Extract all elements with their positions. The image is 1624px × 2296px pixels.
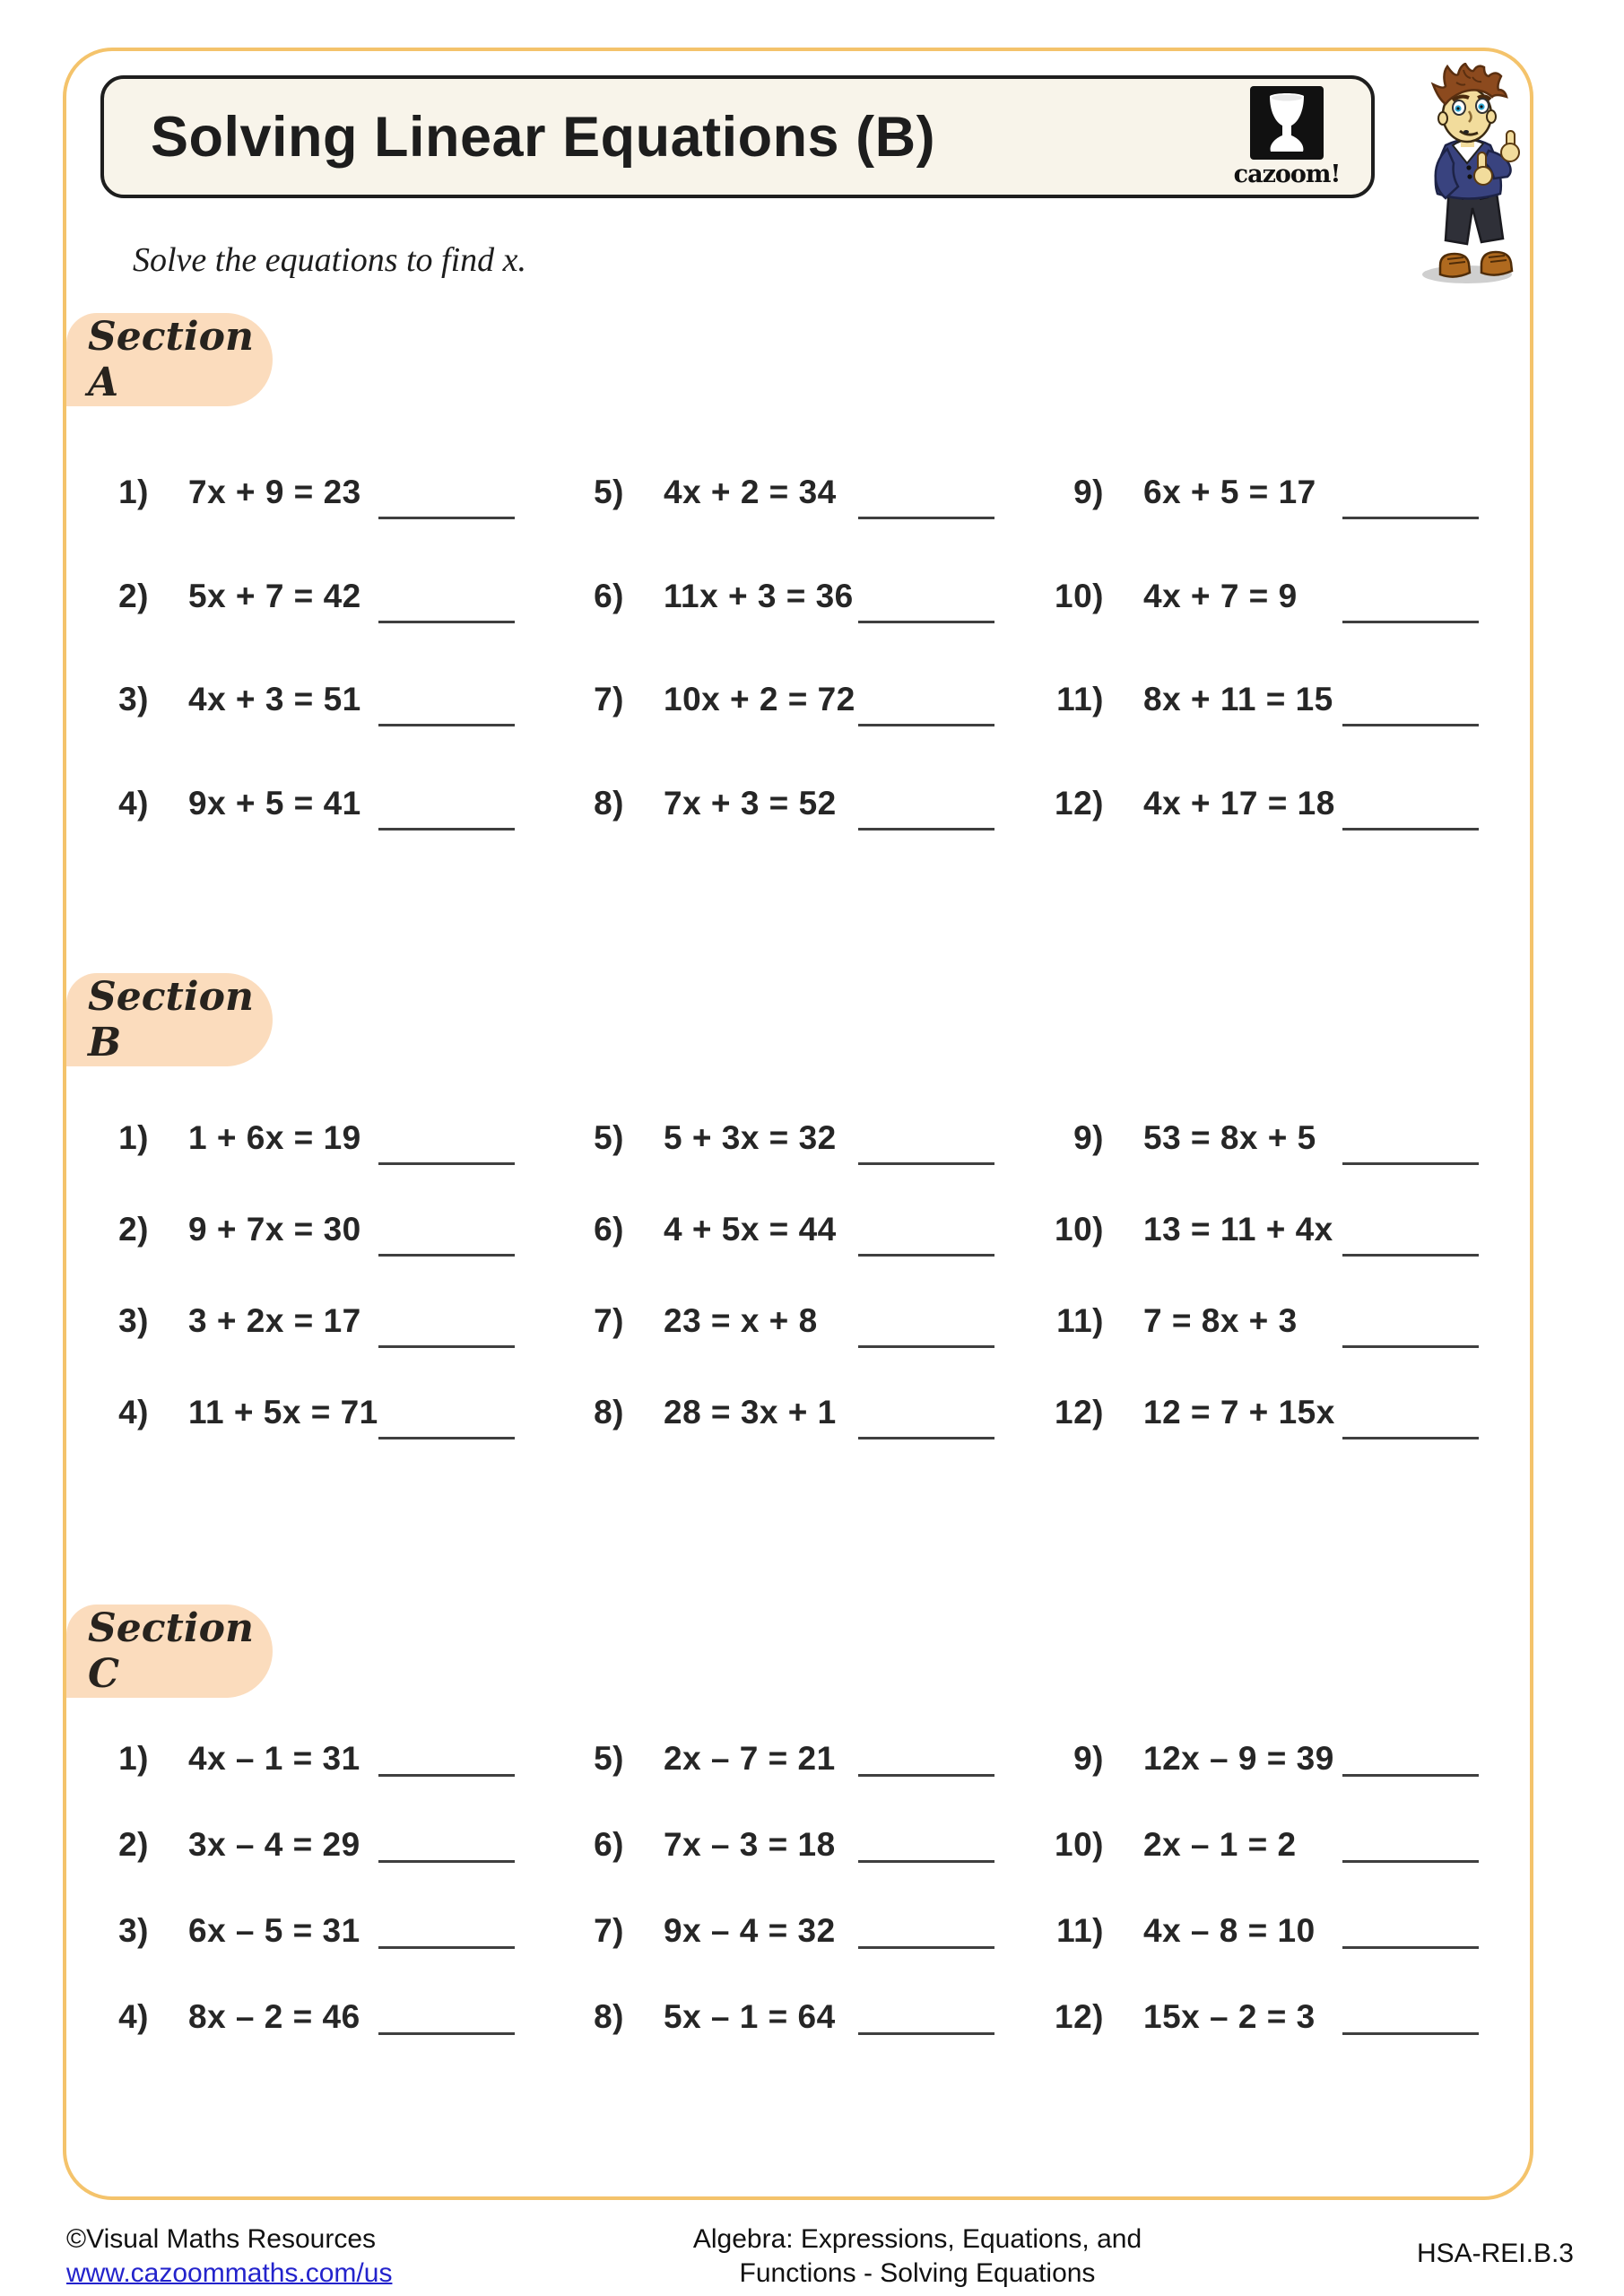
problem-item	[567, 1200, 1020, 1292]
problem-equation: 15x – 2 = 3	[1143, 1998, 1316, 2035]
problem-item	[91, 774, 540, 878]
problem-number: 11)	[1056, 1302, 1104, 1339]
answer-blank[interactable]	[1342, 1860, 1479, 1863]
answer-blank[interactable]	[1342, 1437, 1479, 1439]
problem-equation: 4x + 2 = 34	[664, 474, 837, 510]
problem-equation: 1 + 6x = 19	[188, 1119, 361, 1156]
problem-number: 11)	[1056, 681, 1104, 718]
problem-equation: 11 + 5x = 71	[188, 1394, 378, 1431]
copyright-text: ©Visual Maths Resources	[66, 2224, 377, 2254]
answer-blank[interactable]	[858, 1345, 994, 1348]
problem-equation: 23 = x + 8	[664, 1302, 818, 1339]
answer-blank[interactable]	[858, 621, 994, 623]
answer-blank[interactable]	[378, 2032, 515, 2035]
problem-item	[1046, 670, 1504, 774]
section-c-badge	[66, 1605, 273, 1698]
answer-blank[interactable]	[1342, 517, 1479, 519]
problem-item	[1046, 1729, 1504, 1815]
answer-blank[interactable]	[858, 1437, 994, 1439]
answer-blank[interactable]	[1342, 1162, 1479, 1165]
footer-topic	[583, 2222, 1252, 2291]
answer-blank[interactable]	[378, 1345, 515, 1348]
problem-item	[567, 1815, 1020, 1901]
problem-number: 9)	[1073, 1119, 1104, 1156]
problem-item	[1046, 1292, 1504, 1383]
problem-equation: 13 = 11 + 4x	[1143, 1211, 1333, 1248]
problem-number: 9)	[1073, 474, 1104, 510]
problem-item	[1046, 1987, 1504, 2074]
problem-item	[1046, 1901, 1504, 1987]
instruction-text: Solve the equations to find x.	[133, 241, 527, 279]
problem-number: 6)	[594, 1826, 624, 1863]
answer-blank[interactable]	[858, 1860, 994, 1863]
problem-equation: 2x – 1 = 2	[1143, 1826, 1297, 1863]
answer-blank[interactable]	[858, 517, 994, 519]
problem-equation: 5x + 7 = 42	[188, 577, 361, 614]
problem-item	[567, 1901, 1020, 1987]
problem-number: 7)	[594, 1912, 624, 1949]
problem-number: 4)	[118, 1394, 149, 1431]
problem-number: 12)	[1055, 1998, 1104, 2035]
problem-number: 6)	[594, 577, 624, 614]
answer-blank[interactable]	[858, 828, 994, 831]
problem-item	[1046, 1815, 1504, 1901]
answer-blank[interactable]	[858, 2032, 994, 2035]
problem-number: 4)	[118, 1998, 149, 2035]
problem-equation: 8x – 2 = 46	[188, 1998, 360, 2035]
answer-blank[interactable]	[858, 1254, 994, 1257]
problem-number: 5)	[594, 474, 624, 510]
problem-equation: 6x – 5 = 31	[188, 1912, 360, 1949]
problem-number: 5)	[594, 1740, 624, 1777]
title-bar	[100, 75, 1375, 198]
answer-blank[interactable]	[858, 1774, 994, 1777]
cazoommaths-link[interactable]: www.cazoommaths.com/us	[66, 2258, 393, 2288]
answer-blank[interactable]	[378, 517, 515, 519]
answer-blank[interactable]	[1342, 2032, 1479, 2035]
logo-wordmark: cazoom!	[1233, 160, 1341, 188]
problem-item	[567, 1987, 1020, 2074]
answer-blank[interactable]	[1342, 1254, 1479, 1257]
problem-equation: 10x + 2 = 72	[664, 681, 855, 718]
problem-number: 3)	[118, 1912, 149, 1949]
problem-item	[91, 1901, 540, 1987]
section-b-label: Section B	[88, 974, 254, 1065]
problem-equation: 7x + 9 = 23	[188, 474, 361, 510]
problem-equation: 5x – 1 = 64	[664, 1998, 836, 2035]
problem-equation: 12x – 9 = 39	[1143, 1740, 1334, 1777]
problem-equation: 3x – 4 = 29	[188, 1826, 360, 1863]
answer-blank[interactable]	[858, 724, 994, 726]
problem-item	[91, 567, 540, 671]
problem-number: 8)	[594, 1998, 624, 2035]
mascot-thumb-right	[1501, 131, 1519, 161]
problem-equation: 9 + 7x = 30	[188, 1211, 361, 1248]
topic-line-2: Functions - Solving Equations	[739, 2258, 1096, 2288]
problem-number: 12)	[1055, 784, 1104, 822]
problem-item	[567, 1109, 1020, 1200]
problem-item	[1046, 1109, 1504, 1200]
problem-equation: 9x – 4 = 32	[664, 1912, 836, 1949]
problem-number: 8)	[594, 1394, 624, 1431]
answer-blank[interactable]	[378, 1774, 515, 1777]
problem-number: 5)	[594, 1119, 624, 1156]
problem-item	[91, 1383, 540, 1474]
cazoom-logo	[1233, 86, 1341, 188]
section-a-label: Section A	[88, 314, 254, 405]
problem-number: 6)	[594, 1211, 624, 1248]
problem-number: 11)	[1056, 1912, 1104, 1949]
problem-number: 2)	[118, 1211, 149, 1248]
answer-blank[interactable]	[1342, 621, 1479, 623]
answer-blank[interactable]	[378, 1860, 515, 1863]
problem-item	[91, 1729, 540, 1815]
problem-equation: 9x + 5 = 41	[188, 784, 361, 822]
problem-number: 1)	[118, 474, 149, 510]
problem-equation: 4x – 8 = 10	[1143, 1912, 1316, 1949]
problem-item	[567, 1383, 1020, 1474]
problem-number: 10)	[1055, 1211, 1104, 1248]
problem-item	[1046, 1383, 1504, 1474]
footer-credit	[66, 2222, 392, 2291]
problem-item	[1046, 567, 1504, 671]
problem-equation: 3 + 2x = 17	[188, 1302, 361, 1339]
problem-number: 3)	[118, 1302, 149, 1339]
answer-blank[interactable]	[378, 724, 515, 726]
answer-blank[interactable]	[1342, 828, 1479, 831]
problem-number: 7)	[594, 681, 624, 718]
problem-number: 1)	[118, 1119, 149, 1156]
problem-item	[567, 670, 1020, 774]
answer-blank[interactable]	[378, 1254, 515, 1257]
problem-item	[91, 1987, 540, 2074]
problem-equation: 4 + 5x = 44	[664, 1211, 837, 1248]
answer-blank[interactable]	[1342, 724, 1479, 726]
problem-equation: 8x + 11 = 15	[1143, 681, 1333, 718]
section-b-problems	[91, 1109, 1504, 1474]
problem-item	[1046, 1200, 1504, 1292]
problem-number: 7)	[594, 1302, 624, 1339]
problem-equation: 4x + 3 = 51	[188, 681, 361, 718]
problem-equation: 7x – 3 = 18	[664, 1826, 836, 1863]
problem-equation: 4x + 17 = 18	[1143, 784, 1335, 822]
problem-item	[91, 1815, 540, 1901]
section-a-badge	[66, 313, 273, 406]
problem-item	[567, 463, 1020, 567]
problem-equation: 4x + 7 = 9	[1143, 577, 1298, 614]
answer-blank[interactable]	[378, 828, 515, 831]
problem-equation: 12 = 7 + 15x	[1143, 1394, 1335, 1431]
problem-equation: 7 = 8x + 3	[1143, 1302, 1298, 1339]
problem-number: 9)	[1073, 1740, 1104, 1777]
section-c-problems	[91, 1729, 1504, 2074]
problem-number: 4)	[118, 784, 149, 822]
page-title: Solving Linear Equations (B)	[151, 105, 936, 169]
problem-item	[91, 1109, 540, 1200]
section-c-label: Section C	[88, 1605, 254, 1697]
problem-item	[91, 463, 540, 567]
problem-number: 3)	[118, 681, 149, 718]
answer-blank[interactable]	[1342, 1774, 1479, 1777]
problem-number: 10)	[1055, 577, 1104, 614]
answer-blank[interactable]	[858, 1946, 994, 1949]
problem-item	[91, 670, 540, 774]
problem-equation: 6x + 5 = 17	[1143, 474, 1316, 510]
problem-equation: 53 = 8x + 5	[1143, 1119, 1316, 1156]
problem-number: 2)	[118, 577, 149, 614]
answer-blank[interactable]	[1342, 1946, 1479, 1949]
problem-item	[567, 774, 1020, 878]
problem-equation: 11x + 3 = 36	[664, 577, 854, 614]
problem-number: 8)	[594, 784, 624, 822]
problem-equation: 4x – 1 = 31	[188, 1740, 360, 1777]
problem-number: 1)	[118, 1740, 149, 1777]
answer-blank[interactable]	[1342, 1345, 1479, 1348]
problem-item	[567, 1729, 1020, 1815]
problem-item	[567, 1292, 1020, 1383]
problem-item	[567, 567, 1020, 671]
section-a-problems	[91, 463, 1504, 877]
topic-line-1: Algebra: Expressions, Equations, and	[692, 2224, 1142, 2254]
problem-item	[1046, 463, 1504, 567]
answer-blank[interactable]	[378, 621, 515, 623]
problem-item	[91, 1200, 540, 1292]
section-b-badge	[66, 973, 273, 1066]
problem-item	[91, 1292, 540, 1383]
answer-blank[interactable]	[378, 1946, 515, 1949]
problem-equation: 28 = 3x + 1	[664, 1394, 837, 1431]
problem-item	[1046, 774, 1504, 878]
mascot-illustration	[1410, 63, 1528, 285]
standard-code: HSA-REI.B.3	[1416, 2239, 1574, 2268]
problem-number: 10)	[1055, 1826, 1104, 1863]
answer-blank[interactable]	[858, 1162, 994, 1165]
problem-number: 12)	[1055, 1394, 1104, 1431]
answer-blank[interactable]	[378, 1437, 515, 1439]
answer-blank[interactable]	[378, 1162, 515, 1165]
problem-number: 2)	[118, 1826, 149, 1863]
cazoom-drum-icon	[1250, 86, 1324, 160]
problem-equation: 5 + 3x = 32	[664, 1119, 837, 1156]
problem-equation: 7x + 3 = 52	[664, 784, 837, 822]
problem-equation: 2x – 7 = 21	[664, 1740, 836, 1777]
